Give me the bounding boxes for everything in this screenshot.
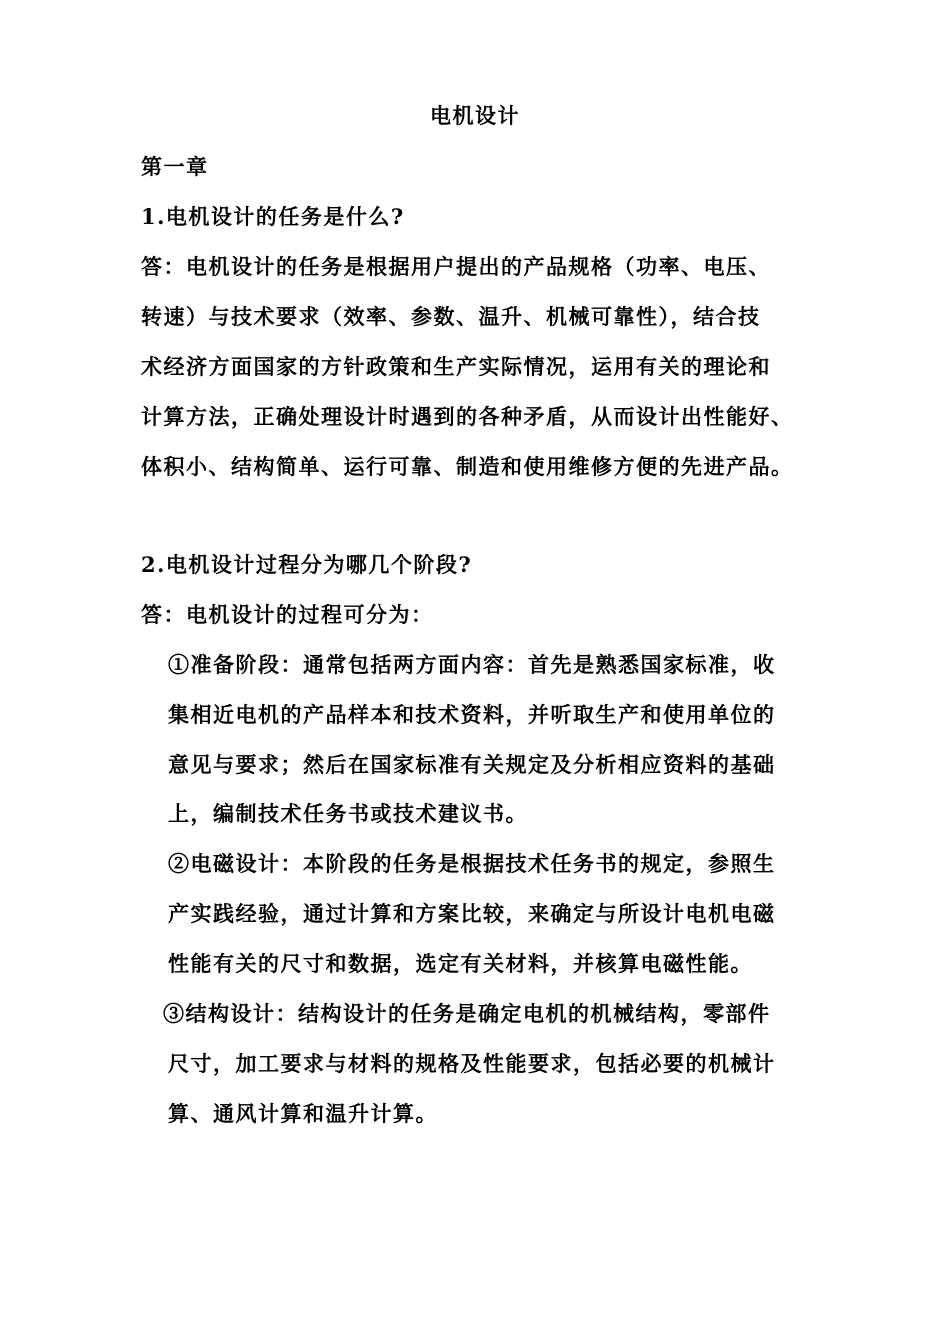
stage-1-line: 意见与要求；然后在国家标准有关规定及分析相应资料的基础 [168,752,776,777]
stage-1-line: 集相近电机的产品样本和技术资料，并听取生产和使用单位的 [168,702,776,727]
chapter-heading: 第一章 [141,154,209,179]
question-1: 1.电机设计的任务是什么? [141,204,405,229]
stage-3-line: 尺寸，加工要求与材料的规格及性能要求，包括必要的机械计 [168,1051,776,1076]
stage-2-line: 性能有关的尺寸和数据，选定有关材料，并核算电磁性能。 [168,951,753,976]
stage-3-line: ③结构设计：结构设计的任务是确定电机的机械结构，零部件 [163,1001,771,1026]
stage-1-line: 上，编制技术任务书或技术建议书。 [168,801,528,826]
question-2: 2.电机设计过程分为哪几个阶段? [141,552,473,577]
answer-1-line: 答：电机设计的任务是根据用户提出的产品规格（功率、电压、 [141,254,771,279]
stage-3-line: 算、通风计算和温升计算。 [168,1101,438,1126]
stage-1-line: ①准备阶段：通常包括两方面内容：首先是熟悉国家标准，收 [168,652,776,677]
stage-2-line: 产实践经验，通过计算和方案比较，来确定与所设计电机电磁 [168,901,776,926]
answer-2-intro: 答：电机设计的过程可分为： [141,602,434,627]
answer-1-line: 体积小、结构简单、运行可靠、制造和使用维修方便的先进产品。 [141,454,794,479]
stage-2-line: ②电磁设计：本阶段的任务是根据技术任务书的规定，参照生 [168,851,776,876]
answer-1-line: 转速）与技术要求（效率、参数、温升、机械可靠性），结合技 [141,304,761,329]
answer-1-line: 术经济方面国家的方针政策和生产实际情况，运用有关的理论和 [141,354,771,379]
answer-1-line: 计算方法，正确处理设计时遇到的各种矛盾，从而设计出性能好、 [141,404,794,429]
document-title: 电机设计 [430,103,520,128]
